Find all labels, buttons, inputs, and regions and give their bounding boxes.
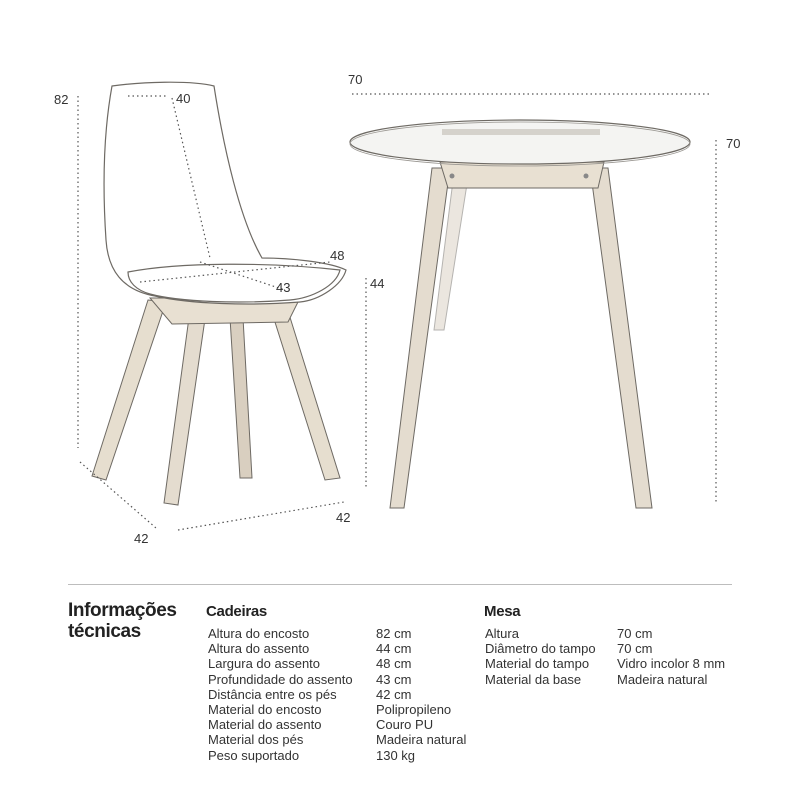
seat-depth-label: 43 [276, 280, 291, 295]
spec-value: Madeira natural [617, 671, 708, 687]
spec-value: 48 cm [376, 656, 412, 672]
spec-value: Polipropileno [376, 701, 452, 717]
spec-row [208, 748, 466, 763]
spec-label: Material do tampo [485, 656, 590, 672]
spec-row [208, 687, 466, 702]
spec-value: 130 kg [376, 747, 416, 763]
spec-value: 70 cm [617, 626, 653, 641]
spec-label: Altura do encosto [208, 626, 310, 641]
spec-row [485, 656, 725, 671]
spec-label: Largura do assento [208, 656, 321, 672]
section-divider [68, 584, 732, 585]
spec-value: Vidro incolor 8 mm [617, 656, 726, 672]
spec-value: 42 cm [376, 686, 412, 702]
spec-row [208, 672, 466, 687]
spec-label: Profundidade do assento [208, 671, 353, 687]
backrest-height-label: 40 [176, 91, 191, 106]
seat-width-label: 48 [330, 248, 345, 263]
spec-label: Material dos pés [208, 732, 304, 748]
seat-height-label: 44 [370, 276, 385, 291]
spec-row [485, 626, 725, 641]
table-heading: Mesa [484, 603, 521, 620]
spec-row [208, 641, 466, 656]
spec-row [208, 702, 466, 717]
spec-value: 43 cm [376, 671, 412, 687]
chair-illustration [78, 82, 366, 530]
spec-label: Altura [485, 626, 519, 641]
spec-value: 70 cm [617, 641, 653, 657]
leg-span-right-label: 42 [336, 510, 351, 525]
spec-row [208, 717, 466, 732]
spec-value: 82 cm [376, 626, 412, 641]
spec-row [485, 641, 725, 656]
chairs-heading: Cadeiras [206, 603, 267, 620]
spec-label: Altura do assento [208, 641, 310, 657]
spec-label: Material do assento [208, 717, 322, 733]
spec-label: Distância entre os pés [208, 686, 337, 702]
chairs-spec-table [208, 626, 466, 763]
spec-row [485, 672, 725, 687]
table-diameter-label: 70 [348, 72, 363, 87]
chair-height-label: 82 [54, 92, 69, 107]
spec-row [208, 732, 466, 747]
spec-value: Couro PU [376, 717, 434, 733]
table-height-label: 70 [726, 136, 741, 151]
spec-label: Peso suportado [208, 747, 300, 763]
spec-value: Madeira natural [376, 732, 467, 748]
spec-label: Material da base [485, 671, 582, 687]
table-illustration [350, 94, 716, 508]
spec-value: 44 cm [376, 641, 412, 657]
spec-row [208, 626, 466, 641]
spec-label: Material do encosto [208, 701, 322, 717]
leg-span-left-label: 42 [134, 531, 149, 546]
table-spec-table [485, 626, 725, 687]
specs-title: Informações técnicas [68, 600, 177, 642]
spec-row [208, 656, 466, 671]
spec-label: Diâmetro do tampo [485, 641, 596, 657]
